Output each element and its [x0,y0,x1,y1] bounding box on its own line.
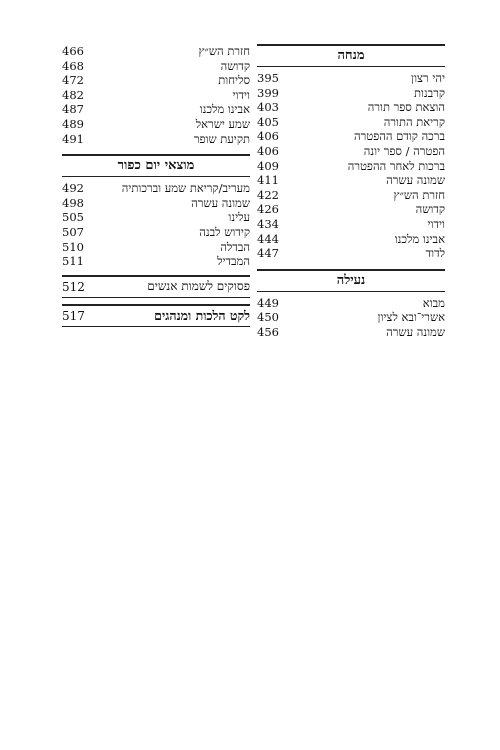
toc-page-number: 399 [257,85,279,100]
toc-page-number: 510 [62,239,84,254]
toc-page-number: 403 [257,100,279,115]
toc-entry-label: ברכה קודם ההפטרה [353,129,445,144]
toc-entry-label: מעריב/קריאת שמע וברכותיה [121,181,250,196]
motzaei-entries [62,181,250,269]
toc-page-number: 489 [62,116,84,131]
toc-entry[interactable] [257,296,445,311]
toc-entry[interactable] [257,325,445,340]
toc-entry-label: שמונה עשרה [386,173,445,188]
toc-entry[interactable] [62,102,250,117]
toc-page-number: 444 [257,231,279,246]
toc-page-number: 482 [62,87,84,102]
toc-entry-pesukim[interactable] [62,275,250,298]
toc-entry-label: אבינו מלכנו [199,102,250,117]
toc-entry[interactable] [62,254,250,269]
toc-page-number: 426 [257,202,279,217]
toc-entry[interactable] [257,115,445,130]
toc-entry[interactable] [257,71,445,86]
toc-entry[interactable] [62,225,250,240]
toc-page-number: 434 [257,216,279,231]
toc-entry-label: שמונה עשרה [191,195,250,210]
toc-entry[interactable] [62,44,250,59]
neilah-entries [257,296,445,340]
toc-entry[interactable] [257,100,445,115]
toc-entry-label: לקט הלכות ומנהגים [154,307,250,323]
toc-entry[interactable] [257,86,445,101]
toc-entry[interactable] [62,240,250,255]
toc-entry-label: וידוי [427,216,445,231]
toc-entry[interactable] [62,73,250,88]
toc-entry[interactable] [62,181,250,196]
toc-entry-label: שמונה עשרה [386,324,445,339]
right-column [257,44,445,340]
toc-entry[interactable] [257,159,445,174]
toc-page-number: 472 [62,73,84,88]
left-column [62,44,250,327]
toc-entry-label: ברכות לאחר ההפטרה [347,158,445,173]
toc-page-number: 466 [62,44,84,58]
toc-entry[interactable] [257,246,445,261]
toc-entry-label: אשרי־ובא לציון [377,310,445,325]
toc-page-number: 468 [62,58,84,73]
toc-entry[interactable] [62,59,250,74]
toc-page-number: 511 [62,254,84,269]
toc-page-number: 487 [62,102,84,117]
toc-entry-label: קריאת התורה [383,114,445,129]
toc-entry[interactable] [62,132,250,147]
toc-entry-label: לדוד [425,246,445,261]
toc-page-number: 406 [257,143,279,158]
toc-page-number: 405 [257,114,279,129]
toc-entry-label: הבדלה [220,239,250,254]
toc-page-number: 505 [62,210,84,225]
toc-page-number: 422 [257,187,279,202]
toc-entry-label: הוצאת ספר תורה [367,100,445,115]
toc-page-number: 491 [62,131,84,146]
toc-page-number: 406 [257,129,279,144]
toc-entry[interactable] [62,88,250,103]
toc-page-number: 456 [257,324,279,339]
section-heading-neilah: נעילה [257,269,445,292]
toc-page-number: 492 [62,181,84,196]
toc-entry[interactable] [257,202,445,217]
toc-entry-label: חזרת הש״ץ [393,187,445,202]
minchah-entries [257,71,445,261]
toc-entry-label: קרבנות [413,85,445,100]
toc-entry[interactable] [62,210,250,225]
minchah-section [257,44,445,261]
toc-entry-label: יהי רצון [411,71,445,85]
yom-kippur-continued-entries [62,44,250,146]
section-heading-minchah: מנחה [257,44,445,67]
toc-page-number: 447 [257,246,279,261]
toc-page-number: 517 [62,308,85,323]
toc-page-number: 449 [257,295,279,310]
toc-entry-label: חזרת הש״ץ [198,44,250,58]
toc-entry[interactable] [62,117,250,132]
toc-entry-label: קדושה [415,202,445,217]
motzaei-section [62,154,250,269]
toc-entry[interactable] [62,196,250,211]
toc-page-number: 498 [62,195,84,210]
toc-entry-label: עלינו [228,210,250,225]
toc-entry[interactable] [257,144,445,159]
toc-page-number: 512 [62,279,85,294]
toc-entry-label: שמע ישראל [195,116,250,131]
toc-entry-label: וידוי [232,87,250,102]
neilah-section [257,269,445,340]
toc-page-number: 507 [62,224,84,239]
toc-entry[interactable] [257,310,445,325]
toc-entry-label: קידוש לבנה [199,224,250,239]
toc-entry-label: סליחות [218,73,250,88]
toc-entry-label: אבינו מלכנו [394,231,445,246]
toc-page-number: 450 [257,310,279,325]
toc-entry[interactable] [257,232,445,247]
toc-page-number: 411 [257,173,279,188]
toc-entry-label: המבדיל [217,254,250,269]
toc-entry[interactable] [257,173,445,188]
section-heading-motzaei: מוצאי יום כפור [62,154,250,177]
toc-entry-label: פסוקים לשמות אנשים [147,279,250,294]
toc-page-number: 395 [257,71,279,85]
toc-entry[interactable] [257,188,445,203]
toc-entry[interactable] [257,217,445,232]
toc-entry-label: תקיעת שופר [193,131,250,146]
toc-entry[interactable] [257,129,445,144]
toc-entry-label: הפטרה / ספר יונה [363,143,445,158]
toc-entry-label: מבוא [422,295,445,310]
toc-entry-label: קדושה [220,58,250,73]
toc-page-number: 409 [257,158,279,173]
toc-entry-leket[interactable] [62,304,250,327]
